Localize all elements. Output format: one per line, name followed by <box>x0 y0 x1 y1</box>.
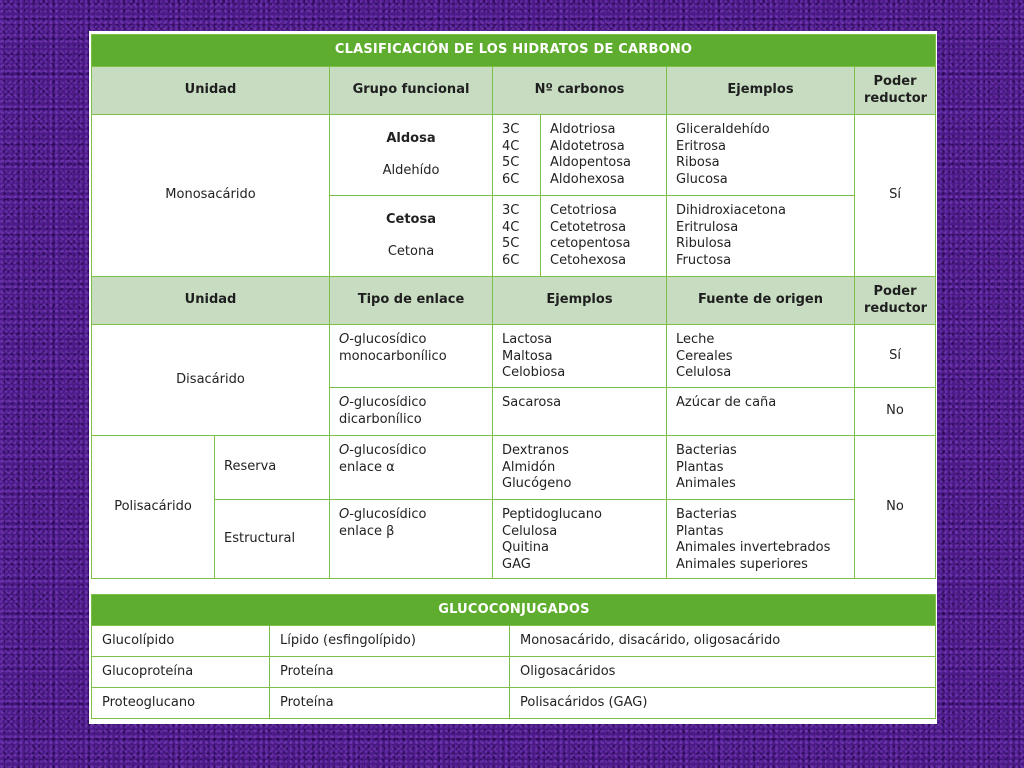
header2-tipo-enlace: Tipo de enlace <box>330 277 493 325</box>
glucoconjugado-component: Proteína <box>270 657 510 688</box>
table-row <box>92 115 936 196</box>
table-row <box>92 325 936 388</box>
aldosa-nombres-cell: Aldotriosa Aldotetrosa Aldopentosa Aldohexosa <box>541 115 667 196</box>
table-row <box>92 657 936 688</box>
table-row <box>92 688 936 719</box>
reserva-cell: Reserva <box>215 436 330 500</box>
estructural-ejemplos: Peptidoglucano Celulosa Quitina GAG <box>493 500 667 579</box>
disacarido-cell: Disacárido <box>92 325 330 436</box>
glucoconjugado-component: Proteína <box>270 688 510 719</box>
monosacarido-poder-reductor: Sí <box>855 115 936 277</box>
aldosa-grupo-cell: Aldosa Aldehído <box>330 115 493 196</box>
estructural-fuente: Bacterias Plantas Animales invertebrados Animales superiores <box>667 500 855 579</box>
glucoconjugado-component: Lípido (esfingolípido) <box>270 626 510 657</box>
header-n-carbonos: Nº carbonos <box>493 67 667 115</box>
reserva-ejemplos: Dextranos Almidón Glucógeno <box>493 436 667 500</box>
disacarido-poder-reductor-2: No <box>855 388 936 436</box>
glucoconjugados-title-row <box>92 595 936 626</box>
header2-ejemplos: Ejemplos <box>493 277 667 325</box>
table-title-row <box>92 35 936 67</box>
header-row-1 <box>92 67 936 115</box>
header2-unidad: Unidad <box>92 277 330 325</box>
reserva-enlace: O-glucosídico enlace α <box>330 436 493 500</box>
monosacarido-cell: Monosacárido <box>92 115 330 277</box>
polisacarido-cell: Polisacárido <box>92 436 215 579</box>
header2-poder-reductor: Poder reductor <box>855 277 936 325</box>
glucoconjugados-table <box>91 594 936 719</box>
disacarido-poder-reductor-1: Sí <box>855 325 936 388</box>
aldosa-carbonos-cell: 3C 4C 5C 6C <box>493 115 541 196</box>
glucoconjugado-glucido: Oligosacáridos <box>510 657 936 688</box>
disacarido-fuente-2: Azúcar de caña <box>667 388 855 436</box>
header-row-2 <box>92 277 936 325</box>
estructural-cell: Estructural <box>215 500 330 579</box>
aldosa-ejemplos-cell: Gliceraldehído Eritrosa Ribosa Glucosa <box>667 115 855 196</box>
table-row <box>92 626 936 657</box>
disacarido-enlace-2: O-glucosídico dicarbonílico <box>330 388 493 436</box>
glucoconjugado-name: Proteoglucano <box>92 688 270 719</box>
table-row <box>92 436 936 500</box>
header-grupo-funcional: Grupo funcional <box>330 67 493 115</box>
glucoconjugados-title: GLUCOCONJUGADOS <box>92 595 936 626</box>
header-unidad: Unidad <box>92 67 330 115</box>
carbohydrate-classification-table <box>91 34 936 579</box>
disacarido-enlace-1: O-glucosídico monocarbonílico <box>330 325 493 388</box>
polisacarido-poder-reductor: No <box>855 436 936 579</box>
cetosa-ejemplos-cell: Dihidroxiacetona Eritrulosa Ribulosa Fructosa <box>667 196 855 277</box>
glucoconjugado-glucido: Monosacárido, disacárido, oligosacárido <box>510 626 936 657</box>
cetosa-carbonos-cell: 3C 4C 5C 6C <box>493 196 541 277</box>
disacarido-ejemplos-1: Lactosa Maltosa Celobiosa <box>493 325 667 388</box>
glucoconjugado-glucido: Polisacáridos (GAG) <box>510 688 936 719</box>
estructural-enlace: O-glucosídico enlace β <box>330 500 493 579</box>
cetosa-grupo-cell: Cetosa Cetona <box>330 196 493 277</box>
disacarido-ejemplos-2: Sacarosa <box>493 388 667 436</box>
header-ejemplos: Ejemplos <box>667 67 855 115</box>
header2-fuente: Fuente de origen <box>667 277 855 325</box>
cetosa-nombres-cell: Cetotriosa Cetotetrosa cetopentosa Cetohexosa <box>541 196 667 277</box>
disacarido-fuente-1: Leche Cereales Celulosa <box>667 325 855 388</box>
glucoconjugado-name: Glucoproteína <box>92 657 270 688</box>
table-row <box>92 500 936 579</box>
glucoconjugado-name: Glucolípido <box>92 626 270 657</box>
header-poder-reductor: Poder reductor <box>855 67 936 115</box>
classification-sheet <box>89 31 937 724</box>
table-title: CLASIFICACIÓN DE LOS HIDRATOS DE CARBONO <box>92 35 936 67</box>
reserva-fuente: Bacterias Plantas Animales <box>667 436 855 500</box>
